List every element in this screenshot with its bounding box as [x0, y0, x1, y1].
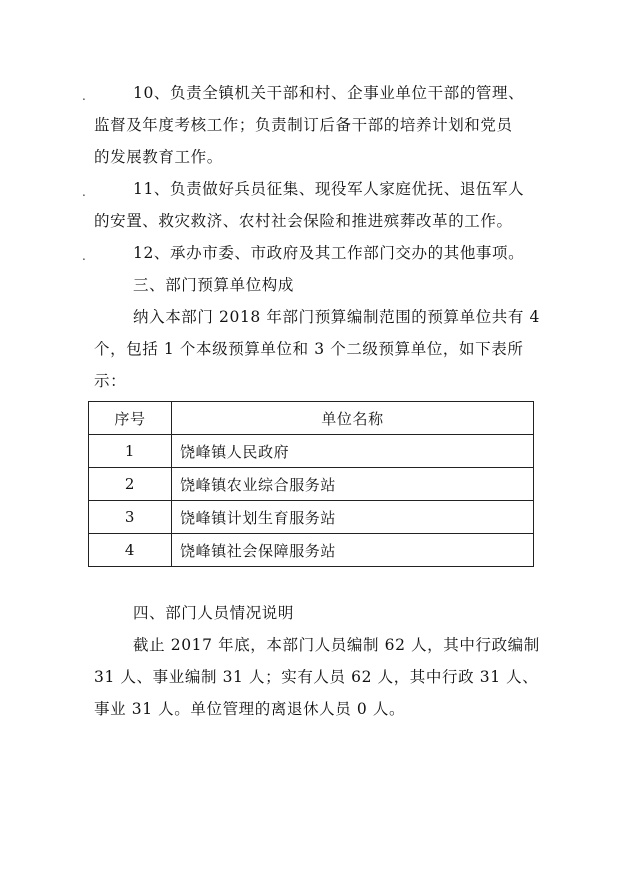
section-3-line-2: 个，包括 1 个本级预算单位和 3 个二级预算单位，如下表所 [94, 340, 524, 358]
section-4-heading: 四、部门人员情况说明 [133, 604, 295, 622]
cell-unit-name: 饶峰镇计划生育服务站 [172, 501, 534, 534]
item-11-line-2: 的安置、救灾救济、农村社会保险和推进殡葬改革的工作。 [94, 212, 513, 230]
section-4-line-2: 31 人、事业编制 31 人；实有人员 62 人，其中行政 31 人、 [94, 668, 539, 686]
cell-unit-name: 饶峰镇农业综合服务站 [172, 468, 534, 501]
section-3-heading: 三、部门预算单位构成 [133, 276, 295, 294]
section-3-line-1: 纳入本部门 2018 年部门预算编制范围的预算单位共有 4 [133, 308, 540, 326]
cell-unit-name: 饶峰镇社会保障服务站 [172, 534, 534, 567]
cell-index: 2 [89, 468, 172, 501]
table-row [89, 468, 534, 501]
table-header-row [89, 402, 534, 435]
item-10-line-3: 的发展教育工作。 [94, 148, 223, 166]
item-11-line-1: 11、负责做好兵员征集、现役军人家庭优抚、退伍军人 [133, 180, 525, 198]
item-12-line-1: 12、承办市委、市政府及其工作部门交办的其他事项。 [133, 244, 525, 262]
cell-index: 4 [89, 534, 172, 567]
section-4-line-3: 事业 31 人。单位管理的离退休人员 0 人。 [94, 700, 406, 718]
column-header-unit-name: 单位名称 [172, 402, 534, 435]
cell-unit-name: 饶峰镇人民政府 [172, 435, 534, 468]
budget-units-table [88, 401, 534, 567]
item-10-line-1: 10、负责全镇机关干部和村、企事业单位干部的管理、 [133, 84, 525, 102]
table-row [89, 501, 534, 534]
table-row [89, 435, 534, 468]
cell-index: 3 [89, 501, 172, 534]
cell-index: 1 [89, 435, 172, 468]
table-row [89, 534, 534, 567]
margin-dot: . [82, 89, 86, 103]
item-10-line-2: 监督及年度考核工作；负责制订后备干部的培养计划和党员 [94, 116, 513, 134]
column-header-index: 序号 [89, 402, 172, 435]
margin-dot: . [82, 185, 86, 199]
margin-dot: . [82, 249, 86, 263]
section-3-line-3: 示： [94, 372, 127, 390]
section-4-line-1: 截止 2017 年底，本部门人员编制 62 人，其中行政编制 [133, 636, 540, 654]
